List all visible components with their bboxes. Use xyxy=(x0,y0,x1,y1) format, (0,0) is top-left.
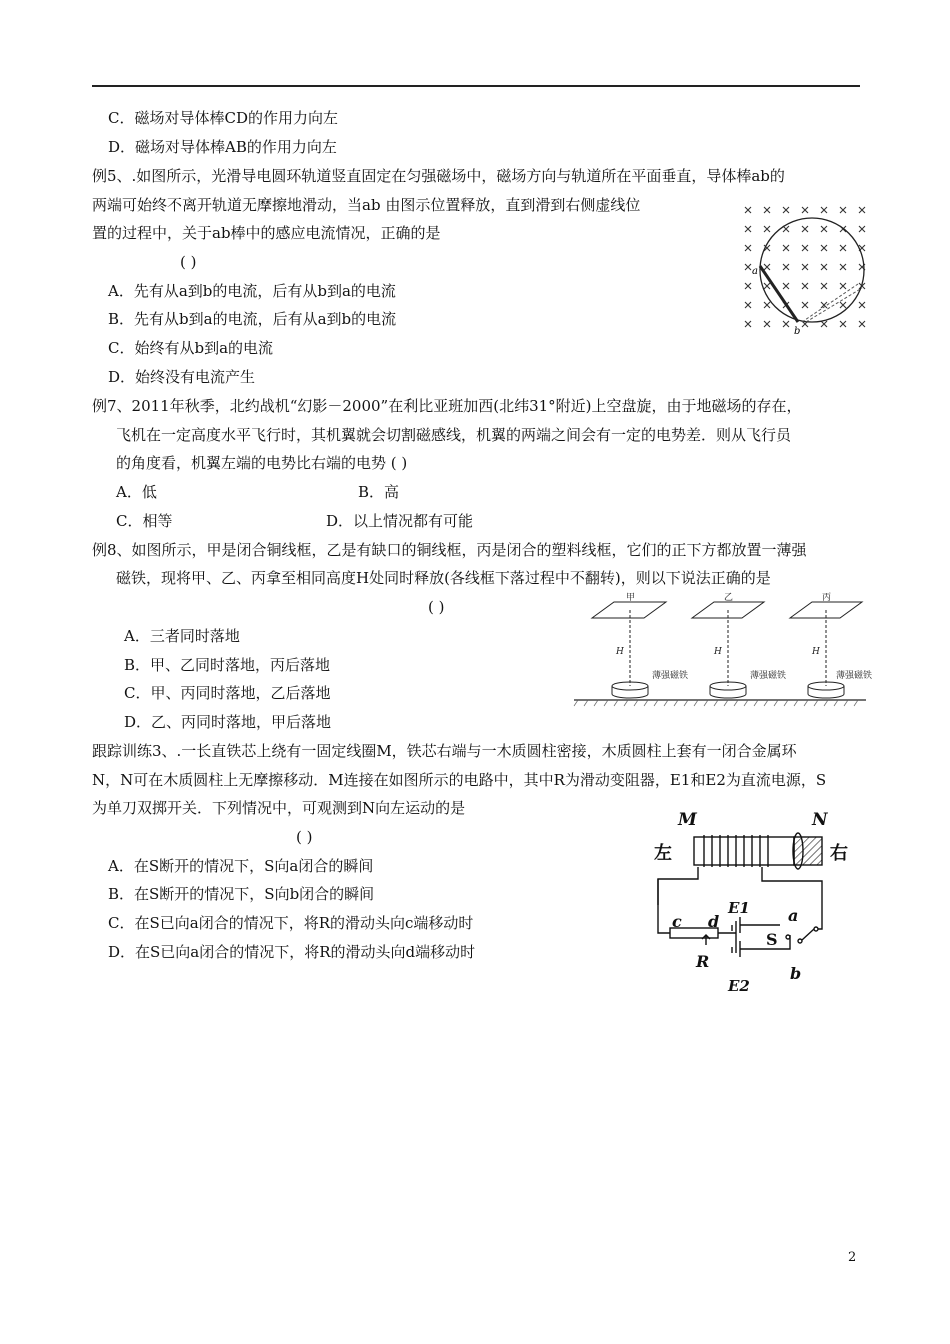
field-cross-mark xyxy=(821,245,827,251)
tr3-option-a: A．在S断开的情况下，S向a闭合的瞬间 xyxy=(108,857,374,875)
frame-label-jia: 甲 xyxy=(626,593,636,603)
field-cross-mark xyxy=(840,283,846,289)
field-cross-mark xyxy=(821,264,827,270)
ex7-line3: 的角度看，机翼左端的电势比右端的电势 ( ) xyxy=(116,454,408,472)
label-E2: E2 xyxy=(728,977,750,995)
label-R: R xyxy=(696,952,710,971)
field-cross-mark xyxy=(821,207,827,213)
field-cross-mark xyxy=(783,207,789,213)
field-cross-mark xyxy=(840,207,846,213)
ex5-answer-blank: ( ) xyxy=(180,253,197,271)
field-cross-mark xyxy=(840,264,846,270)
field-cross-mark xyxy=(859,207,865,213)
field-cross-mark xyxy=(859,226,865,232)
fig-label-b: b xyxy=(794,326,801,337)
field-cross-mark xyxy=(764,226,770,232)
magnet-label-2: 薄强磁铁 xyxy=(750,671,787,681)
ex8-line1: 例8、如图所示，甲是闭合铜线框，乙是有缺口的铜线框，丙是闭合的塑料线框，它们的正下方都放置一薄强 xyxy=(92,541,807,559)
label-right: 右 xyxy=(830,843,848,864)
prev-option-c: C．磁场对导体棒CD的作用力向左 xyxy=(108,109,338,127)
tr3-answer-blank: ( ) xyxy=(296,828,313,846)
field-cross-mark xyxy=(764,302,770,308)
ex8-line2: 磁铁，现将甲、乙、丙拿至相同高度H处同时释放(各线框下落过程中不翻转)，则以下说法正确的是 xyxy=(116,569,771,587)
height-label-1: H xyxy=(616,647,624,657)
field-cross-mark xyxy=(802,245,808,251)
field-cross-mark xyxy=(783,321,789,327)
tr3-option-d: D．在S已向a闭合的情况下，将R的滑动头向d端移动时 xyxy=(108,943,476,961)
ex5-line2: 两端可始终不离开轨道无摩擦地滑动，当ab 由图示位置释放，直到滑到右侧虚线位 xyxy=(92,196,641,214)
tr3-option-b: B．在S断开的情况下，S向b闭合的瞬间 xyxy=(108,885,375,903)
field-cross-mark xyxy=(840,321,846,327)
ex5-line1: 例5、.如图所示，光滑导电圆环轨道竖直固定在匀强磁场中，磁场方向与轨道所在平面垂直，导体棒ab的 xyxy=(92,167,785,185)
label-b: b xyxy=(790,964,802,983)
field-cross-mark xyxy=(859,302,865,308)
field-cross-mark xyxy=(802,226,808,232)
falling-frames-figure xyxy=(574,590,873,710)
label-c: c xyxy=(672,912,682,931)
field-cross-mark xyxy=(802,264,808,270)
ex7-option-d: D．以上情况都有可能 xyxy=(326,512,474,530)
field-cross-mark xyxy=(745,245,751,251)
page-number: 2 xyxy=(848,1250,857,1265)
field-cross-mark xyxy=(745,264,751,270)
tr3-line2: N，N可在木质圆柱上无摩擦移动．M连接在如图所示的电路中，其中R为滑动变阻器，E1和E2为直流电源，S xyxy=(92,771,827,789)
field-cross-mark xyxy=(764,283,770,289)
field-cross-mark xyxy=(840,245,846,251)
field-cross-mark xyxy=(745,283,751,289)
ring-in-magnetic-field-figure xyxy=(740,200,880,340)
magnet-label-1: 薄强磁铁 xyxy=(652,671,689,681)
label-N: N xyxy=(812,810,828,830)
ex7-line1: 例7、2011年秋季，北约战机“幻影－2000”在利比亚班加西(北纬31°附近)上空盘旋，由于地磁场的存在， xyxy=(92,397,802,415)
tr3-line1: 跟踪训练3、.一长直铁芯上绕有一固定线圈M，铁芯右端与一木质圆柱密接，木质圆柱上套有一闭合金属环 xyxy=(92,742,797,760)
tr3-option-c: C．在S已向a闭合的情况下，将R的滑动头向c端移动时 xyxy=(108,914,474,932)
height-label-2: H xyxy=(714,647,722,657)
label-E1: E1 xyxy=(728,899,750,917)
label-S: S xyxy=(766,930,778,949)
ex8-option-d: D．乙、丙同时落地，甲后落地 xyxy=(124,713,332,731)
field-cross-mark xyxy=(783,264,789,270)
label-d: d xyxy=(708,912,720,931)
height-label-3: H xyxy=(812,647,820,657)
field-cross-mark xyxy=(802,302,808,308)
field-cross-mark xyxy=(764,264,770,270)
field-cross-mark xyxy=(745,302,751,308)
field-cross-mark xyxy=(859,321,865,327)
ex5-option-c: C．始终有从b到a的电流 xyxy=(108,339,274,357)
field-cross-mark xyxy=(764,207,770,213)
fig-label-a: a xyxy=(752,266,758,277)
label-left: 左 xyxy=(654,843,672,864)
ex8-answer-blank: ( ) xyxy=(428,598,445,616)
field-cross-mark xyxy=(821,283,827,289)
ex8-option-c: C．甲、丙同时落地，乙后落地 xyxy=(124,684,331,702)
ex8-option-a: A．三者同时落地 xyxy=(124,627,240,645)
field-cross-mark xyxy=(821,226,827,232)
coil-circuit-figure xyxy=(650,805,855,995)
ex7-option-b: B．高 xyxy=(358,483,400,501)
prev-option-d: D．磁场对导体棒AB的作用力向左 xyxy=(108,138,337,156)
frame-label-yi: 乙 xyxy=(724,593,734,603)
field-cross-mark xyxy=(840,302,846,308)
field-cross-mark xyxy=(745,226,751,232)
field-cross-mark xyxy=(802,283,808,289)
ex5-line3: 置的过程中，关于ab棒中的感应电流情况，正确的是 xyxy=(92,224,441,242)
field-cross-mark xyxy=(802,207,808,213)
field-cross-mark xyxy=(745,321,751,327)
ex8-option-b: B．甲、乙同时落地，丙后落地 xyxy=(124,656,331,674)
field-cross-mark xyxy=(745,207,751,213)
frame-label-bing: 丙 xyxy=(822,593,832,603)
label-M: M xyxy=(678,810,697,830)
ex5-option-b: B．先有从b到a的电流，后有从a到b的电流 xyxy=(108,310,397,328)
ex7-option-c: C．相等 xyxy=(116,512,173,530)
ex5-option-a: A．先有从a到b的电流，后有从b到a的电流 xyxy=(108,282,396,300)
field-cross-mark xyxy=(783,245,789,251)
field-cross-mark xyxy=(821,321,827,327)
field-cross-mark xyxy=(764,321,770,327)
magnet-label-3: 薄强磁铁 xyxy=(836,671,873,681)
ex7-line2: 飞机在一定高度水平飞行时，其机翼就会切割磁感线，机翼的两端之间会有一定的电势差．则从飞行员 xyxy=(116,426,792,444)
field-cross-mark xyxy=(783,283,789,289)
tr3-line3: 为单刀双掷开关．下列情况中，可观测到N向左运动的是 xyxy=(92,799,466,817)
label-a: a xyxy=(788,906,799,925)
header-rule xyxy=(92,85,860,87)
ex5-option-d: D．始终没有电流产生 xyxy=(108,368,256,386)
ex7-option-a: A．低 xyxy=(116,483,157,501)
